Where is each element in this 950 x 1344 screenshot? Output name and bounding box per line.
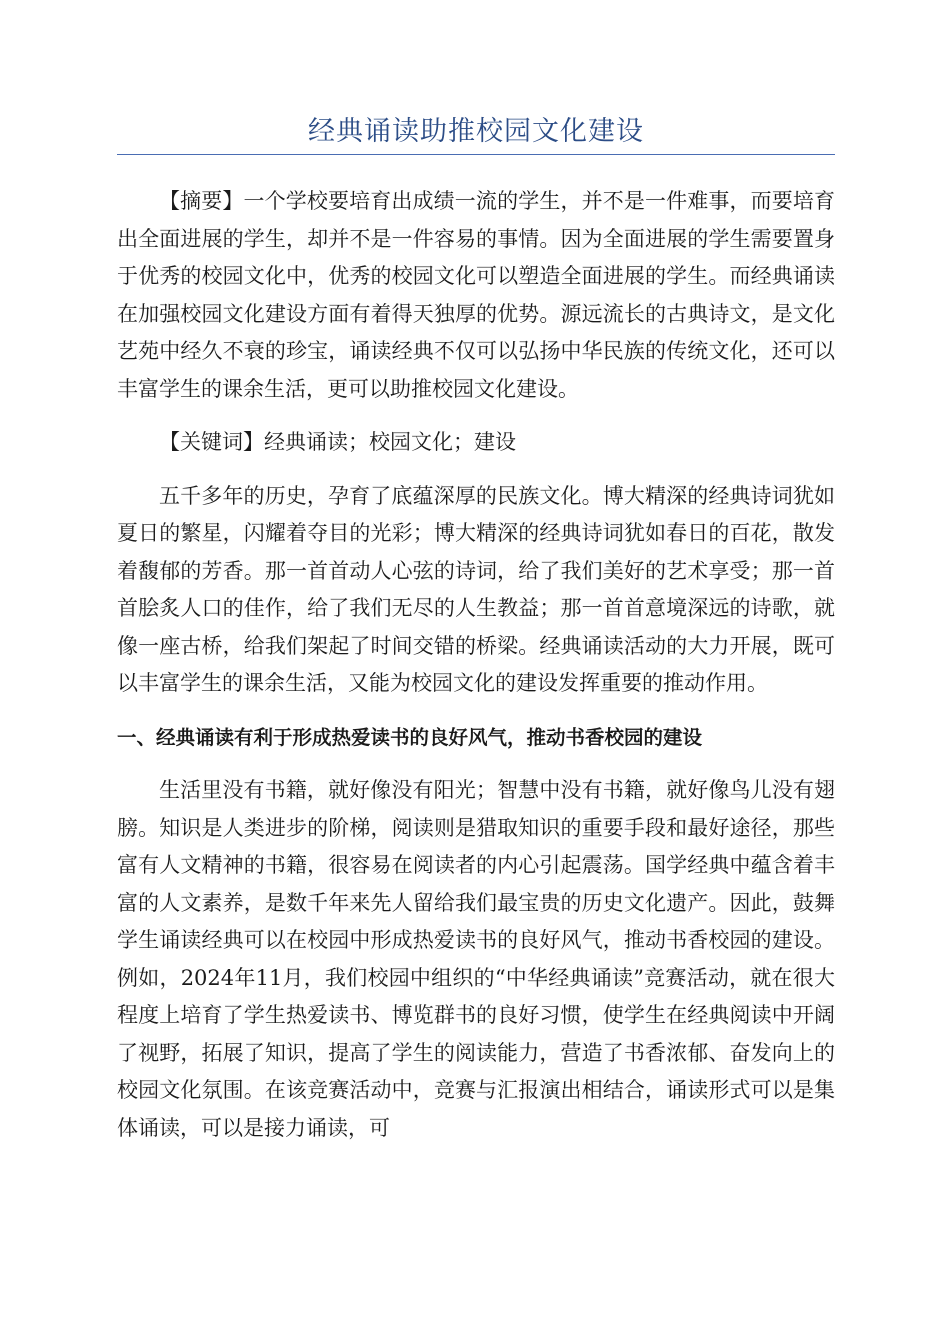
section-body-paragraph: 生活里没有书籍，就好像没有阳光；智慧中没有书籍，就好像鸟儿没有翅膀。知识是人类进步的阶梯，阅读则是猎取知识的重要手段和最好途径，那些富有人文精神的书籍，很容易在阅读者的内心引起震荡。国学经典中蕴含着丰富的人文素养，是数千年来先人留给我们最宝贵的历史文化遗产。因此，鼓舞学生诵读经典可以在校园中形成热爱读书的良好风气，推动书香校园的建设。例如，2024年11月，我们校园中组织的“中华经典诵读”竞赛活动，就在很大程度上培育了学生热爱读书、博览群书的良好习惯，使学生在经典阅读中开阔了视野，拓展了知识，提高了学生的阅读能力，营造了书香浓郁、奋发向上的校园文化氛围。在该竞赛活动中，竞赛与汇报演出相结合，诵读形式可以是集体诵读，可以是接力诵读，可 <box>117 778 835 1140</box>
document-page <box>117 112 835 1163</box>
abstract-paragraph: 【摘要】一个学校要培育出成绩一流的学生，并不是一件难事，而要培育出全面进展的学生，却并不是一件容易的事情。因为全面进展的学生需要置身于优秀的校园文化中，优秀的校园文化可以塑造全面进展的学生。而经典诵读在加强校园文化建设方面有着得天独厚的优势。源远流长的古典诗文，是文化艺苑中经久不衰的珍宝，诵读经典不仅可以弘扬中华民族的传统文化，还可以丰富学生的课余生活，更可以助推校园文化建设。 <box>117 189 835 401</box>
intro-paragraph: 五千多年的历史，孕育了底蕴深厚的民族文化。博大精深的经典诗词犹如夏日的繁星，闪耀着夺目的光彩；博大精深的经典诗词犹如春日的百花，散发着馥郁的芳香。那一首首动人心弦的诗词，给了我们美好的艺术享受；那一首首脍炙人口的佳作，给了我们无尽的人生教益；那一首首意境深远的诗歌，就像一座古桥，给我们架起了时间交错的桥梁。经典诵读活动的大力开展，既可以丰富学生的课余生活，又能为校园文化的建设发挥重要的推动作用。 <box>117 483 835 695</box>
section-heading: 一、经典诵读有利于形成热爱读书的良好风气，推动书香校园的建设 <box>117 725 703 749</box>
keywords-paragraph: 【关键词】经典诵读；校园文化；建设 <box>159 430 516 454</box>
document-title: 经典诵读助推校园文化建设 <box>308 116 644 147</box>
title-underline-divider <box>117 154 835 155</box>
